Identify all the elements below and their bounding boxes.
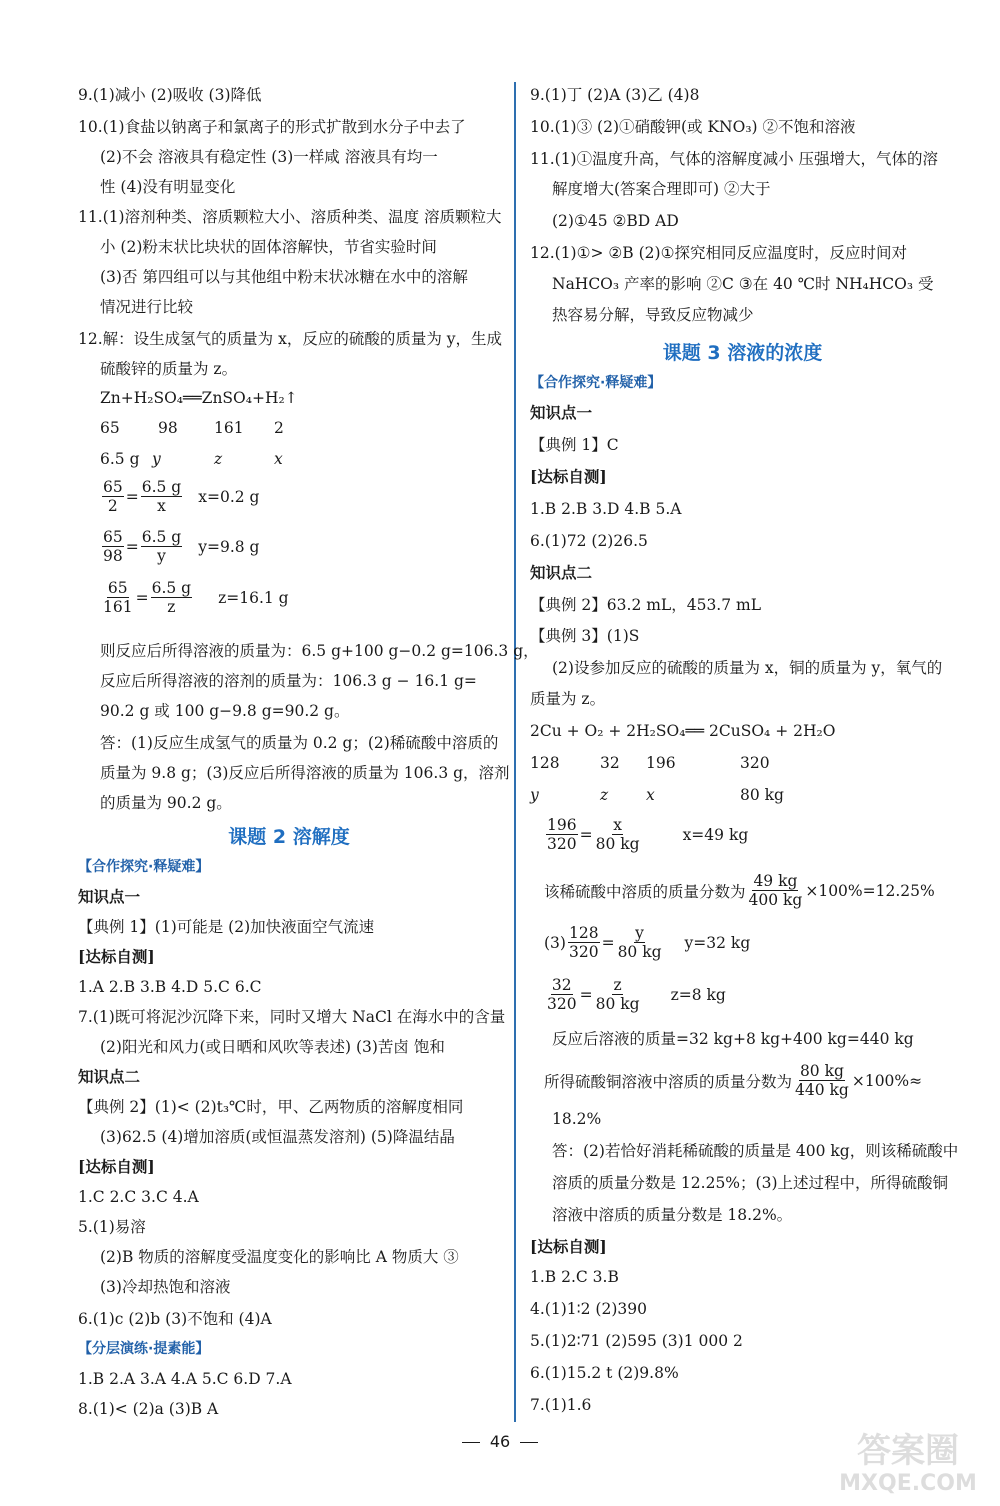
numerator: y	[635, 924, 644, 942]
column-divider	[514, 82, 516, 1422]
answer-line: 的质量为 90.2 g。	[100, 794, 232, 812]
answer-line: 7.(1)既可将泥沙沉降下来，同时又增大 NaCl 在海水中的含量	[78, 1008, 506, 1026]
eq-value: y	[152, 450, 161, 468]
answer-line: 溶质的质量分数是 12.25%；(3)上述过程中，所得硫酸铜	[552, 1174, 948, 1192]
numerator: 65	[103, 528, 123, 546]
section-title: 课题 3 溶液的浓度	[662, 342, 823, 364]
mass-fraction-line	[544, 1062, 922, 1099]
subsection-label: 知识点一	[78, 887, 141, 906]
answer-line: 硫酸锌的质量为 z。	[100, 360, 238, 378]
denominator: 161	[103, 598, 133, 616]
prefix: 所得硫酸铜溶液中溶质的质量分数为	[544, 1072, 793, 1091]
subsection-label: [达标自测]	[530, 1237, 607, 1256]
answer-line: 1.B 2.A 3.A 4.A 5.C 6.D 7.A	[78, 1370, 292, 1388]
denominator: 98	[103, 547, 123, 565]
eq-value: 2	[274, 419, 284, 437]
dash-right	[520, 1442, 538, 1443]
result: y=9.8 g	[198, 537, 260, 556]
dash-left	[462, 1442, 480, 1443]
answer-line: 性 (4)没有明显变化	[100, 178, 236, 196]
numerator: 80 kg	[799, 1062, 844, 1080]
answer-line: 【典例 2】63.2 mL，453.7 mL	[530, 596, 762, 614]
eq-value: 65	[100, 419, 120, 437]
answer-line: (3)62.5 (4)增加溶质(或恒温蒸发溶剂) (5)降温结晶	[100, 1128, 455, 1146]
answer-line: (2)B 物质的溶解度受温度变化的影响比 A 物质大 ③	[100, 1248, 459, 1266]
answer-line: 1.A 2.B 3.B 4.D 5.C 6.C	[78, 978, 262, 996]
answer-line: 8.(1)< (2)a (3)B A	[78, 1400, 219, 1418]
answer-line: (3)否 第四组可以与其他组中粉末状冰糖在水中的溶解	[100, 268, 468, 286]
proportion: $\frac{196}{320}$ = $\frac{x}{80 kg}$ x=49 kg	[547, 816, 749, 853]
subsection-label: [达标自测]	[78, 1157, 155, 1176]
eq-value: 98	[158, 419, 178, 437]
answer-line: 答：(2)若恰好消耗稀硫酸的质量是 400 kg，则该稀硫酸中	[552, 1142, 959, 1160]
eq-value: 320	[740, 754, 770, 772]
result: ×100%≈	[851, 1071, 923, 1090]
eq-value: z	[600, 786, 609, 804]
chemical-equation: Zn+H₂SO₄══ZnSO₄+H₂↑	[100, 389, 298, 407]
prefix: (3)	[544, 933, 566, 952]
proportion: $\frac{65}{98}$ = $\frac{6.5 g}{y}$ y=9.8 g	[103, 528, 260, 565]
subsection-label: [达标自测]	[78, 947, 155, 966]
denominator: 320	[547, 995, 577, 1013]
denominator: z	[167, 598, 176, 616]
answer-line: 4.(1)1∶2 (2)390	[530, 1300, 647, 1318]
answer-line: 小 (2)粉末状比块状的固体溶解快，节省实验时间	[100, 238, 437, 256]
result: x=49 kg	[682, 825, 749, 844]
denominator: 80 kg	[595, 995, 640, 1013]
watermark-text: 答案圈	[857, 1431, 959, 1471]
answer-line: 【典例 1】C	[530, 436, 619, 454]
eq-value: 128	[530, 754, 560, 772]
answer-line: 9.(1)丁 (2)A (3)乙 (4)8	[530, 86, 700, 104]
numerator: 128	[568, 924, 599, 942]
result: x=0.2 g	[198, 487, 260, 506]
answer-line: 11.(1)溶剂种类、溶质颗粒大小、溶质种类、温度 溶质颗粒大	[78, 208, 502, 226]
denominator: 2	[107, 497, 118, 515]
mass-fraction-line	[544, 872, 935, 909]
result: ×100%=12.25%	[805, 881, 935, 900]
answer-line: 1.B 2.B 3.D 4.B 5.A	[530, 500, 682, 518]
numerator: 6.5 g	[141, 478, 182, 496]
eq-value: y	[530, 786, 539, 804]
answer-line: 10.(1)食盐以钠离子和氯离子的形式扩散到水分子中去了	[78, 118, 466, 136]
answer-line: 情况进行比较	[100, 298, 194, 316]
subsection-label: 知识点二	[78, 1067, 141, 1086]
numerator: 49 kg	[753, 872, 798, 890]
answer-line: 10.(1)③ (2)①硝酸钾(或 KNO₃) ②不饱和溶液	[530, 118, 856, 136]
eq-value: z	[214, 450, 223, 468]
proportion: $\frac{32}{320}$ = $\frac{z}{80 kg}$ z=8 kg	[547, 976, 726, 1013]
answer-line: 1.C 2.C 3.C 4.A	[78, 1188, 199, 1206]
answer-line: 7.(1)1.6	[530, 1396, 592, 1414]
numerator: 65	[107, 579, 128, 597]
proportion: $\frac{65}{161}$ = $\frac{6.5 g}{z}$ z=16.1 g	[103, 579, 289, 616]
section-label: 【合作探究·释疑难】	[78, 859, 210, 875]
eq-value: 80 kg	[740, 786, 784, 804]
answer-line: NaHCO₃ 产率的影响 ②C ③在 40 ℃时 NH₄HCO₃ 受	[552, 275, 934, 293]
answer-line: 反应后所得溶液的溶剂的质量为：106.3 g − 16.1 g=	[100, 672, 477, 690]
answer-line: 6.(1)72 (2)26.5	[530, 532, 648, 550]
numerator: 6.5 g	[141, 528, 182, 546]
denominator: y	[157, 547, 166, 565]
watermark-url: MXQE.COM	[839, 1471, 977, 1496]
numerator: x	[613, 816, 622, 834]
eq-value: x	[646, 786, 655, 804]
eq-value: 6.5 g	[100, 450, 140, 468]
denominator: 80 kg	[595, 835, 640, 853]
answer-line: 则反应后所得溶液的质量为：6.5 g+100 g−0.2 g=106.3 g，	[100, 642, 539, 660]
answer-line: 6.(1)15.2 t (2)9.8%	[530, 1364, 679, 1382]
subsection-label: [达标自测]	[530, 467, 607, 486]
answer-line: (2)不会 溶液具有稳定性 (3)一样咸 溶液具有均一	[100, 148, 438, 166]
page-number-text: 46	[489, 1432, 511, 1451]
numerator: 196	[547, 816, 577, 834]
answer-line: 【典例 3】(1)S	[530, 627, 640, 645]
answer-line: 90.2 g 或 100 g−9.8 g=90.2 g。	[100, 702, 350, 720]
denominator: 320	[568, 943, 599, 961]
answer-line: 6.(1)c (2)b (3)不饱和 (4)A	[78, 1310, 272, 1328]
answer-line: 1.B 2.C 3.B	[530, 1268, 619, 1286]
answer-line: 反应后溶液的质量=32 kg+8 kg+400 kg=440 kg	[552, 1030, 914, 1048]
answer-line: (2)①45 ②BD AD	[552, 212, 679, 230]
answer-line: 答：(1)反应生成氢气的质量为 0.2 g；(2)稀硫酸中溶质的	[100, 734, 499, 752]
subsection-label: 知识点一	[530, 403, 593, 422]
proportion: (3) $\frac{128}{320}$ = $\frac{y}{80 kg}$ y=32 kg	[544, 924, 751, 961]
answer-line: (2)设参加反应的硫酸的质量为 x，铜的质量为 y，氧气的	[552, 659, 943, 677]
answer-line: 5.(1)易溶	[78, 1218, 146, 1236]
answer-line: 12.解：设生成氢气的质量为 x，反应的硫酸的质量为 y，生成	[78, 330, 503, 348]
numerator: z	[613, 976, 622, 994]
numerator: 32	[551, 976, 572, 994]
eq-value: 161	[214, 419, 244, 437]
result: z=8 kg	[670, 985, 726, 1004]
answer-line: 质量为 9.8 g；(3)反应后所得溶液的质量为 106.3 g，溶剂	[100, 764, 510, 782]
subsection-label: 知识点二	[530, 563, 593, 582]
answer-line: 【典例 1】(1)可能是 (2)加快液面空气流速	[78, 918, 375, 936]
section-title: 课题 2 溶解度	[228, 826, 350, 848]
denominator: 400 kg	[748, 891, 803, 909]
answer-line: (2)阳光和风力(或日晒和风吹等表述) (3)苦卤 饱和	[100, 1038, 445, 1056]
answer-line: 18.2%	[552, 1110, 602, 1128]
numerator: 65	[103, 478, 123, 496]
answer-line: 12.(1)①> ②B (2)①探究相同反应温度时，反应时间对	[530, 244, 907, 262]
answer-line: 溶液中溶质的质量分数是 18.2%。	[552, 1206, 793, 1224]
answer-line: 5.(1)2∶71 (2)595 (3)1 000 2	[530, 1332, 743, 1350]
section-label: 【分层演练·提素能】	[78, 1341, 210, 1357]
result: y=32 kg	[684, 933, 751, 952]
denominator: 320	[547, 835, 577, 853]
eq-value: 196	[646, 754, 676, 772]
numerator: 6.5 g	[151, 579, 192, 597]
answer-line: 质量为 z。	[530, 690, 606, 708]
answer-line: (3)冷却热饱和溶液	[100, 1278, 231, 1296]
denominator: 440 kg	[795, 1081, 849, 1099]
chemical-equation: 2Cu + O₂ + 2H₂SO₄══ 2CuSO₄ + 2H₂O	[530, 722, 836, 740]
answer-line: 11.(1)①温度升高，气体的溶解度减小 压强增大，气体的溶	[530, 150, 939, 168]
denominator: x	[157, 497, 166, 515]
eq-value: 32	[600, 754, 620, 772]
answer-line: 【典例 2】(1)< (2)t₃℃时，甲、乙两物质的溶解度相同	[78, 1098, 464, 1116]
watermark-logo	[834, 1428, 982, 1498]
eq-value: x	[274, 450, 283, 468]
answer-line: 9.(1)减小 (2)吸收 (3)降低	[78, 86, 262, 104]
proportion: $\frac{65}{2}$ = $\frac{6.5 g}{x}$ x=0.2 g	[103, 478, 260, 515]
section-label: 【合作探究·释疑难】	[530, 375, 662, 391]
result: z=16.1 g	[218, 588, 289, 607]
denominator: 80 kg	[617, 943, 662, 961]
answer-line: 解度增大(答案合理即可) ②大于	[552, 180, 771, 198]
answer-line: 热容易分解，导致反应物减少	[552, 306, 754, 324]
prefix: 该稀硫酸中溶质的质量分数为	[544, 882, 746, 901]
